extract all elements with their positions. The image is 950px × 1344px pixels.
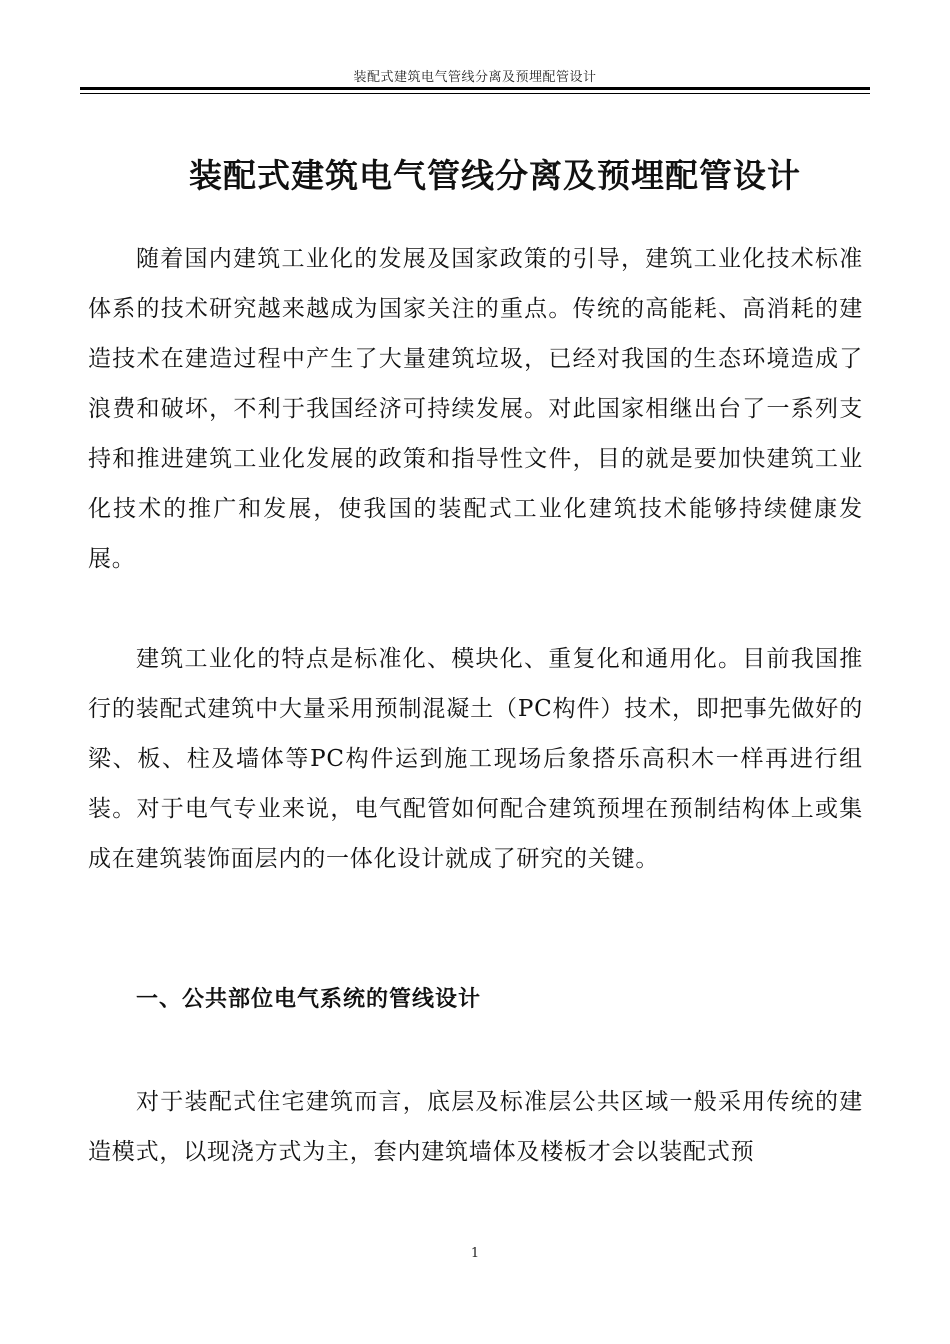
section-heading-1: 一、公共部位电气系统的管线设计 <box>136 987 482 1012</box>
body-paragraph-1: 随着国内建筑工业化的发展及国家政策的引导，建筑工业化技术标准体系的技术研究越来越成为国家关注的重点。传统的高能耗、高消耗的建造技术在建造过程中产生了大量建筑垃圾，已经对我国的生态环境造成了浪费和破坏，不利于我国经济可持续发展。对此国家相继出台了一系列支持和推进建筑工业化发展的政策和指导性文件，目的就是要加快建筑工业化技术的推广和发展，使我国的装配式工业化建筑技术能够持续健康发展。 <box>88 246 863 572</box>
running-header: 装配式建筑电气管线分离及预埋配管设计 <box>353 70 597 85</box>
page-number: 1 <box>470 1246 480 1261</box>
header-rule-thin <box>80 93 870 94</box>
header-rule-thick <box>80 87 870 90</box>
body-paragraph-2: 建筑工业化的特点是标准化、模块化、重复化和通用化。目前我国推行的装配式建筑中大量采用预制混凝土（PC构件）技术，即把事先做好的梁、板、柱及墙体等PC构件运到施工现场后象搭乐高积木一样再进行组装。对于电气专业来说，电气配管如何配合建筑预埋在预制结构体上或集成在建筑装饰面层内的一体化设计就成了研究的关键。 <box>88 646 863 872</box>
body-paragraph-3: 对于装配式住宅建筑而言，底层及标准层公共区域一般采用传统的建造模式，以现浇方式为主，套内建筑墙体及楼板才会以装配式预 <box>88 1089 863 1165</box>
document-title: 装配式建筑电气管线分离及预埋配管设计 <box>189 156 801 195</box>
